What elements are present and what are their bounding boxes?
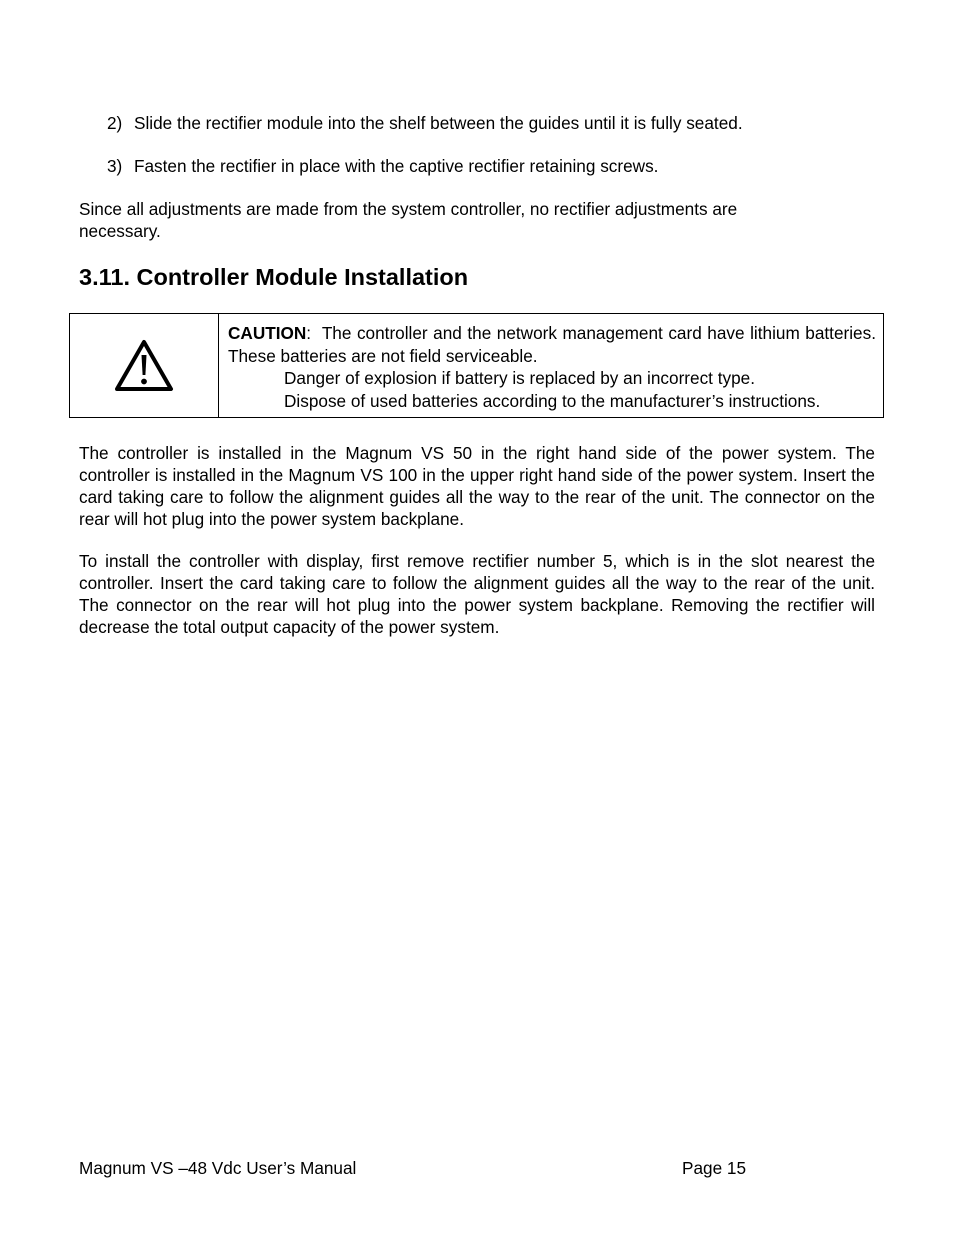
caution-line-disposal: Dispose of used batteries according to the manufacturer’s instructions. [284,390,821,411]
caution-text-cell [228,322,876,412]
intro-paragraph: Since all adjustments are made from the system controller, no rectifier adjustments are necessary. [79,199,738,241]
warning-triangle-icon [113,338,175,394]
body-paragraph: The controller is installed in the Magnum VS 50 in the right hand side of the power system. The controller is installed in the Magnum VS 100 in the upper right hand side of the power system. Insert the card taking care to follow the alignment guides all the way to the rear of the unit. The connector on the rear will hot plug into the power system backplane. [79,443,875,529]
caution-text: The controller and the network management card have lithium batteries. These batteries are not field serviceable. [228,323,876,366]
caution-label: CAUTION [228,323,307,343]
footer-manual-title: Magnum VS –48 Vdc User’s Manual [79,1158,357,1178]
caution-box [69,313,884,418]
caution-main [228,322,876,367]
step-item [107,112,743,134]
step-number: 2) [107,113,123,133]
step-text: Fasten the rectifier in place with the captive rectifier retaining screws. [134,156,659,176]
step-item [107,155,658,177]
caution-separator: : [306,323,322,343]
step-text: Slide the rectifier module into the shelf between the guides until it is fully seated. [134,113,743,133]
section-heading: 3.11. Controller Module Installation [79,264,469,290]
caution-icon-cell [70,314,219,417]
body-paragraph: To install the controller with display, first remove rectifier number 5, which is in the slot nearest the controller. Insert the card taking care to follow the alignment guides all the way to the rear of the unit. The connector on the rear will hot plug into the power system backplane. Removing the rectifier will decrease the total output capacity of the power system. [79,551,875,637]
caution-line-explosion: Danger of explosion if battery is replaced by an incorrect type. [284,368,755,388]
footer-page-number: Page 15 [682,1158,747,1178]
step-number: 3) [107,156,123,176]
